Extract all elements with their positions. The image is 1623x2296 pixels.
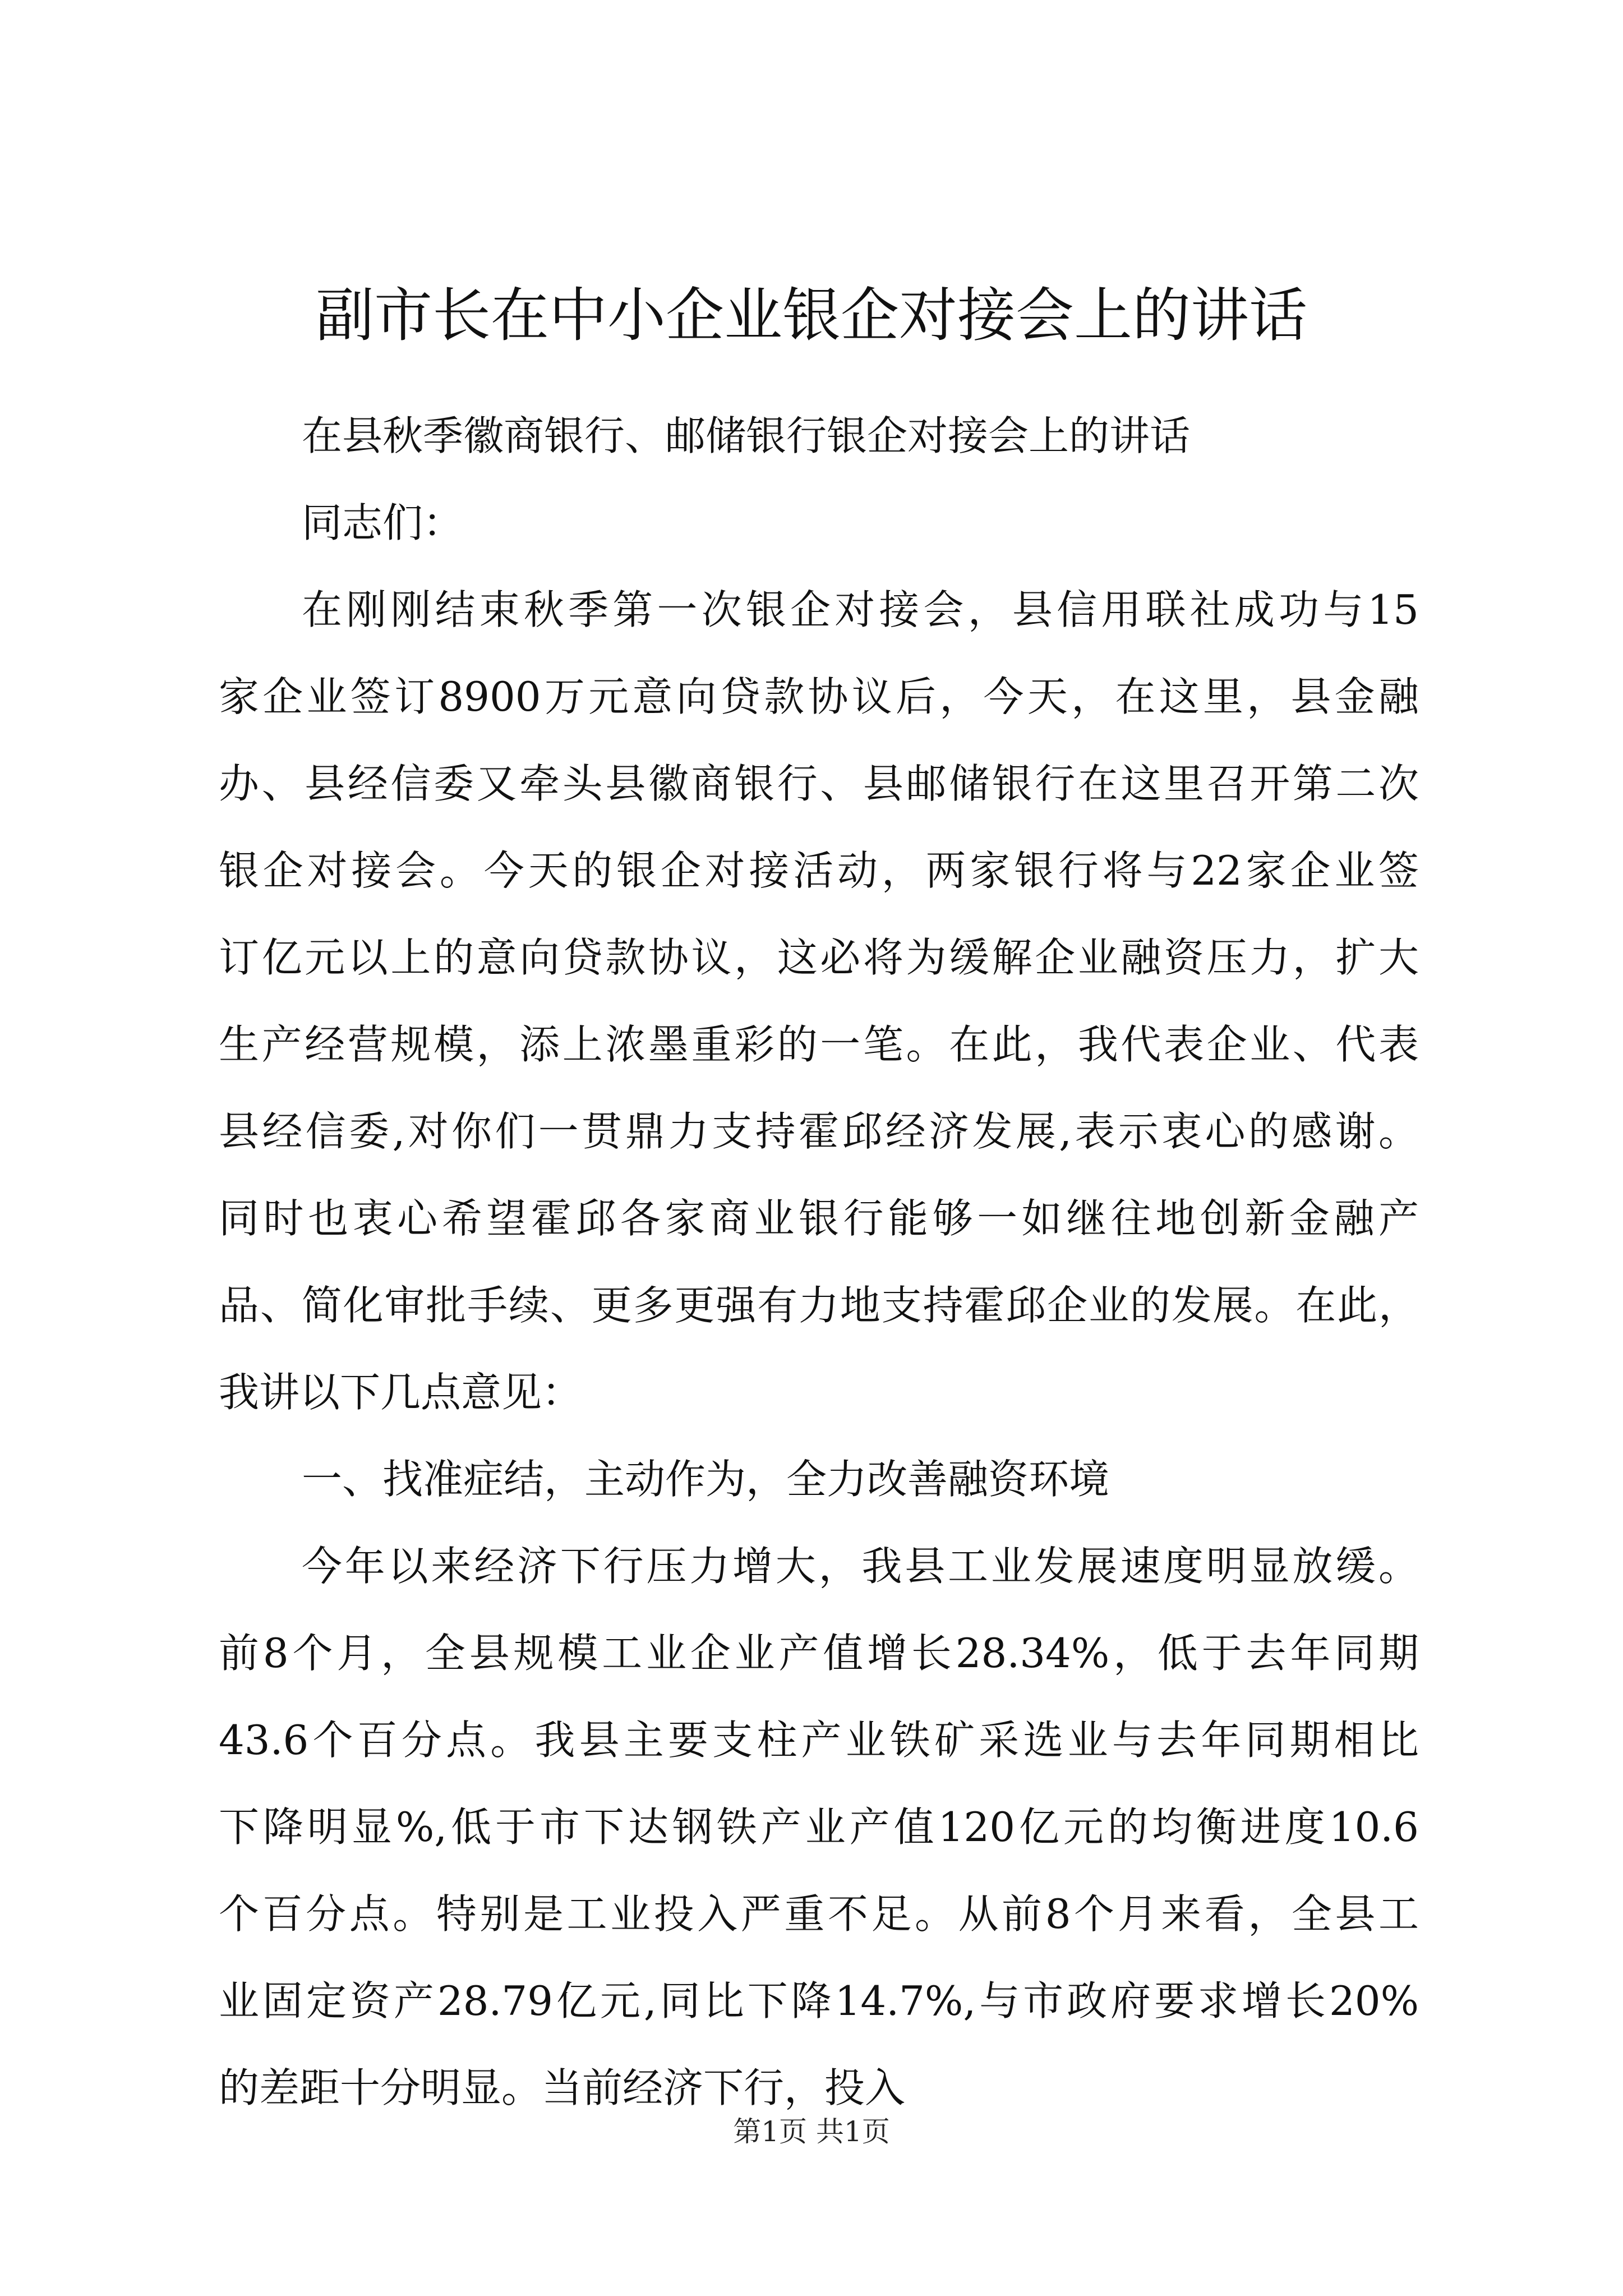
paragraph-line: 的差距十分明显。当前经济下行，投入 [219,2064,906,2111]
paragraph-line: 县经信委,对你们一贯鼎力支持霍邱经济发展,表示衷心的感谢。 [219,1108,1419,1155]
paragraph-line: 在刚刚结束秋季第一次银企对接会，县信用联社成功与15 [302,586,1419,633]
paragraph-line: 生产经营规模，添上浓墨重彩的一笔。在此，我代表企业、代表 [219,1021,1419,1068]
paragraph-line: 43.6个百分点。我县主要支柱产业铁矿采选业与去年同期相比 [219,1717,1419,1764]
paragraph-line: 业固定资产28.79亿元,同比下降14.7%,与市政府要求增长20% [219,1977,1419,2024]
salutation-line: 同志们： [302,499,464,546]
paragraph-line: 我讲以下几点意见： [219,1369,583,1416]
paragraph-line: 办、县经信委又牵头县徽商银行、县邮储银行在这里召开第二次 [219,760,1419,807]
paragraph-line: 品、简化审批手续、更多更强有力地支持霍邱企业的发展。在此， [219,1282,1419,1329]
section-heading: 一、找准症结，主动作为，全力改善融资环境 [302,1456,1110,1503]
paragraph-line: 今年以来经济下行压力增大，我县工业发展速度明显放缓。 [302,1543,1419,1590]
paragraph-line: 前8个月，全县规模工业企业产值增长28.34%，低于去年同期 [219,1630,1419,1677]
paragraph-line: 个百分点。特别是工业投入严重不足。从前8个月来看，全县工 [219,1890,1419,1938]
paragraph-line: 下降明显%,低于市下达钢铁产业产值120亿元的均衡进度10.6 [219,1803,1419,1851]
paragraph-line: 家企业签订8900万元意向贷款协议后，今天，在这里，县金融 [219,673,1419,720]
document-title: 副市长在中小企业银企对接会上的讲话 [315,281,1307,349]
paragraph-line: 银企对接会。今天的银企对接活动，两家银行将与22家企业签 [219,847,1419,894]
paragraph-line: 订亿元以上的意向贷款协议，这必将为缓解企业融资压力，扩大 [219,934,1419,981]
subtitle-line: 在县秋季徽商银行、邮储银行银企对接会上的讲话 [302,412,1191,459]
page-footer: 第1页 共1页 [733,2115,890,2148]
paragraph-line: 同时也衷心希望霍邱各家商业银行能够一如继往地创新金融产 [219,1195,1419,1242]
document-body [219,393,1419,2132]
